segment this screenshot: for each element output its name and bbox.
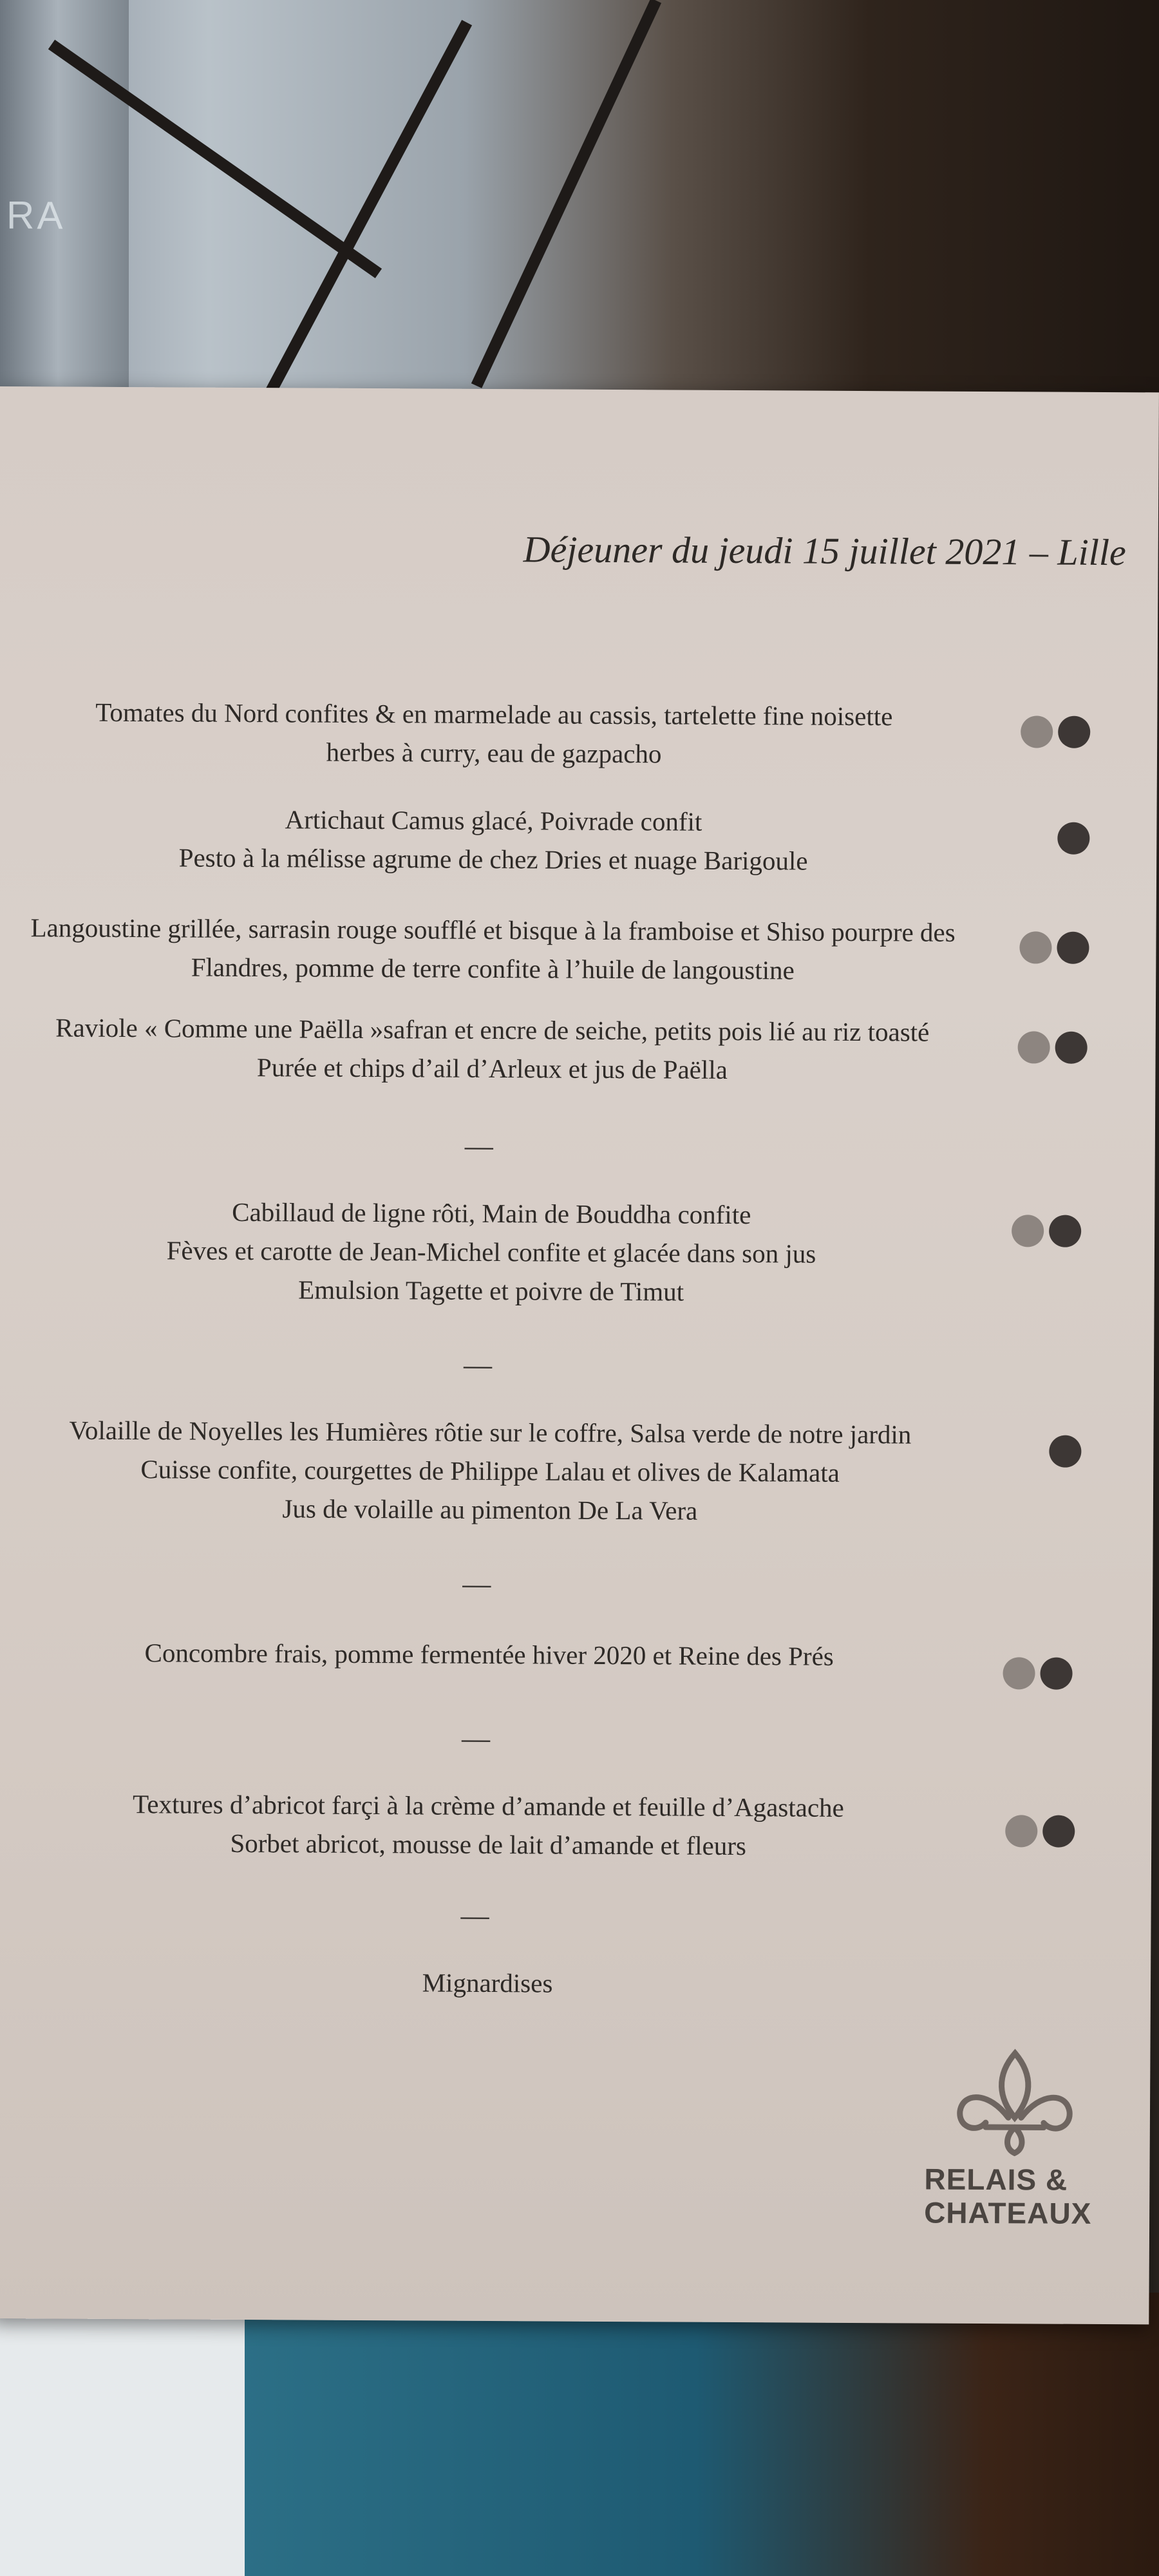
course-line: Artichaut Camus glacé, Poivrade confit	[285, 804, 702, 837]
wine-pairing-dots	[997, 1657, 1072, 1696]
wine-pairing-dots	[1014, 931, 1089, 971]
course-8	[0, 1784, 985, 1866]
dark-dot	[1057, 932, 1089, 964]
course-3	[0, 908, 989, 990]
background-top	[0, 0, 1159, 412]
course-line: Cuisse confite, courgettes de Philippe Lalau et olives de Kalamata	[140, 1454, 840, 1488]
dark-dot	[1049, 1435, 1081, 1468]
course-line: Purée et chips d’ail d’Arleux et jus de Paëlla	[256, 1052, 728, 1084]
course-line: Volaille de Noyelles les Humières rôtie sur le coffre, Salsa verde de notre jardin	[69, 1415, 912, 1450]
wine-pairing-dots	[1012, 1031, 1087, 1070]
menu-title: Déjeuner du jeudi 15 juillet 2021 – Lille	[523, 528, 1126, 574]
course-line: Concombre frais, pomme fermentée hiver 2020 et Reine des Prés	[144, 1638, 834, 1671]
dark-dot	[1057, 822, 1089, 855]
dark-dot	[1040, 1657, 1072, 1689]
water-bottle	[0, 0, 129, 412]
course-line: Langoustine grillée, sarrasin rouge soufflé et bisque à la framboise et Shiso pourpre des	[30, 913, 956, 947]
light-dot	[1018, 1031, 1050, 1063]
course-line: Sorbet abricot, mousse de lait d’amande et fleurs	[230, 1828, 747, 1861]
logo-text-line1: RELAIS &	[924, 2162, 1068, 2197]
course-5	[0, 1191, 987, 1312]
separator: —	[461, 1722, 491, 1755]
course-4	[0, 1008, 988, 1090]
light-dot	[1005, 1815, 1037, 1847]
separator: —	[464, 1130, 493, 1162]
light-dot	[1003, 1657, 1035, 1689]
menu-card	[0, 386, 1159, 2324]
course-1	[0, 692, 990, 775]
course-line: Fèves et carotte de Jean-Michel confite et glacée dans son jus	[166, 1235, 816, 1269]
separator: —	[462, 1567, 491, 1600]
light-dot	[1012, 1215, 1044, 1247]
wine-pairing-dots	[1044, 1435, 1081, 1474]
course-9	[0, 1961, 983, 2005]
light-dot	[1019, 931, 1051, 963]
relais-chateaux-logo	[911, 2046, 1118, 2230]
fleur-de-lis-icon	[950, 2047, 1080, 2157]
course-line: herbes à curry, eau de gazpacho	[326, 737, 662, 769]
course-2	[0, 799, 990, 881]
dark-dot	[1055, 1032, 1088, 1064]
course-line: Mignardises	[422, 1967, 553, 1998]
course-line: Pesto à la mélisse agrume de chez Dries et nuage Barigoule	[178, 842, 808, 876]
wine-pairing-dots	[1000, 1815, 1075, 1854]
dark-dot	[1042, 1815, 1075, 1848]
wine-pairing-dots	[1052, 822, 1089, 861]
course-6	[0, 1410, 986, 1531]
wine-pairing-dots	[1006, 1215, 1081, 1254]
course-line: Tomates du Nord confites & en marmelade au cassis, tartelette fine noisette	[95, 697, 893, 732]
logo-text-line2: CHATEAUX	[924, 2195, 1092, 2230]
wine-pairing-dots	[1015, 715, 1090, 755]
course-line: Cabillaud de ligne rôti, Main de Bouddha confite	[232, 1197, 751, 1230]
light-dot	[1021, 715, 1053, 748]
course-line: Textures d’abricot farçi à la crème d’amande et feuille d’Agastache	[133, 1789, 844, 1823]
bottle-label: RA	[6, 194, 66, 237]
dark-dot	[1058, 716, 1090, 748]
course-line: Emulsion Tagette et poivre de Timut	[298, 1274, 684, 1307]
dark-dot	[1049, 1215, 1081, 1247]
course-line: Jus de volaille au pimenton De La Vera	[282, 1493, 698, 1526]
separator: —	[460, 1899, 489, 1932]
napkin	[0, 2293, 245, 2576]
course-line: Flandres, pomme de terre confite à l’huile de langoustine	[191, 952, 795, 985]
course-line: Raviole « Comme une Paëlla »safran et encre de seiche, petits pois lié au riz toasté	[55, 1012, 930, 1047]
course-7	[0, 1633, 985, 1676]
separator: —	[463, 1349, 493, 1381]
